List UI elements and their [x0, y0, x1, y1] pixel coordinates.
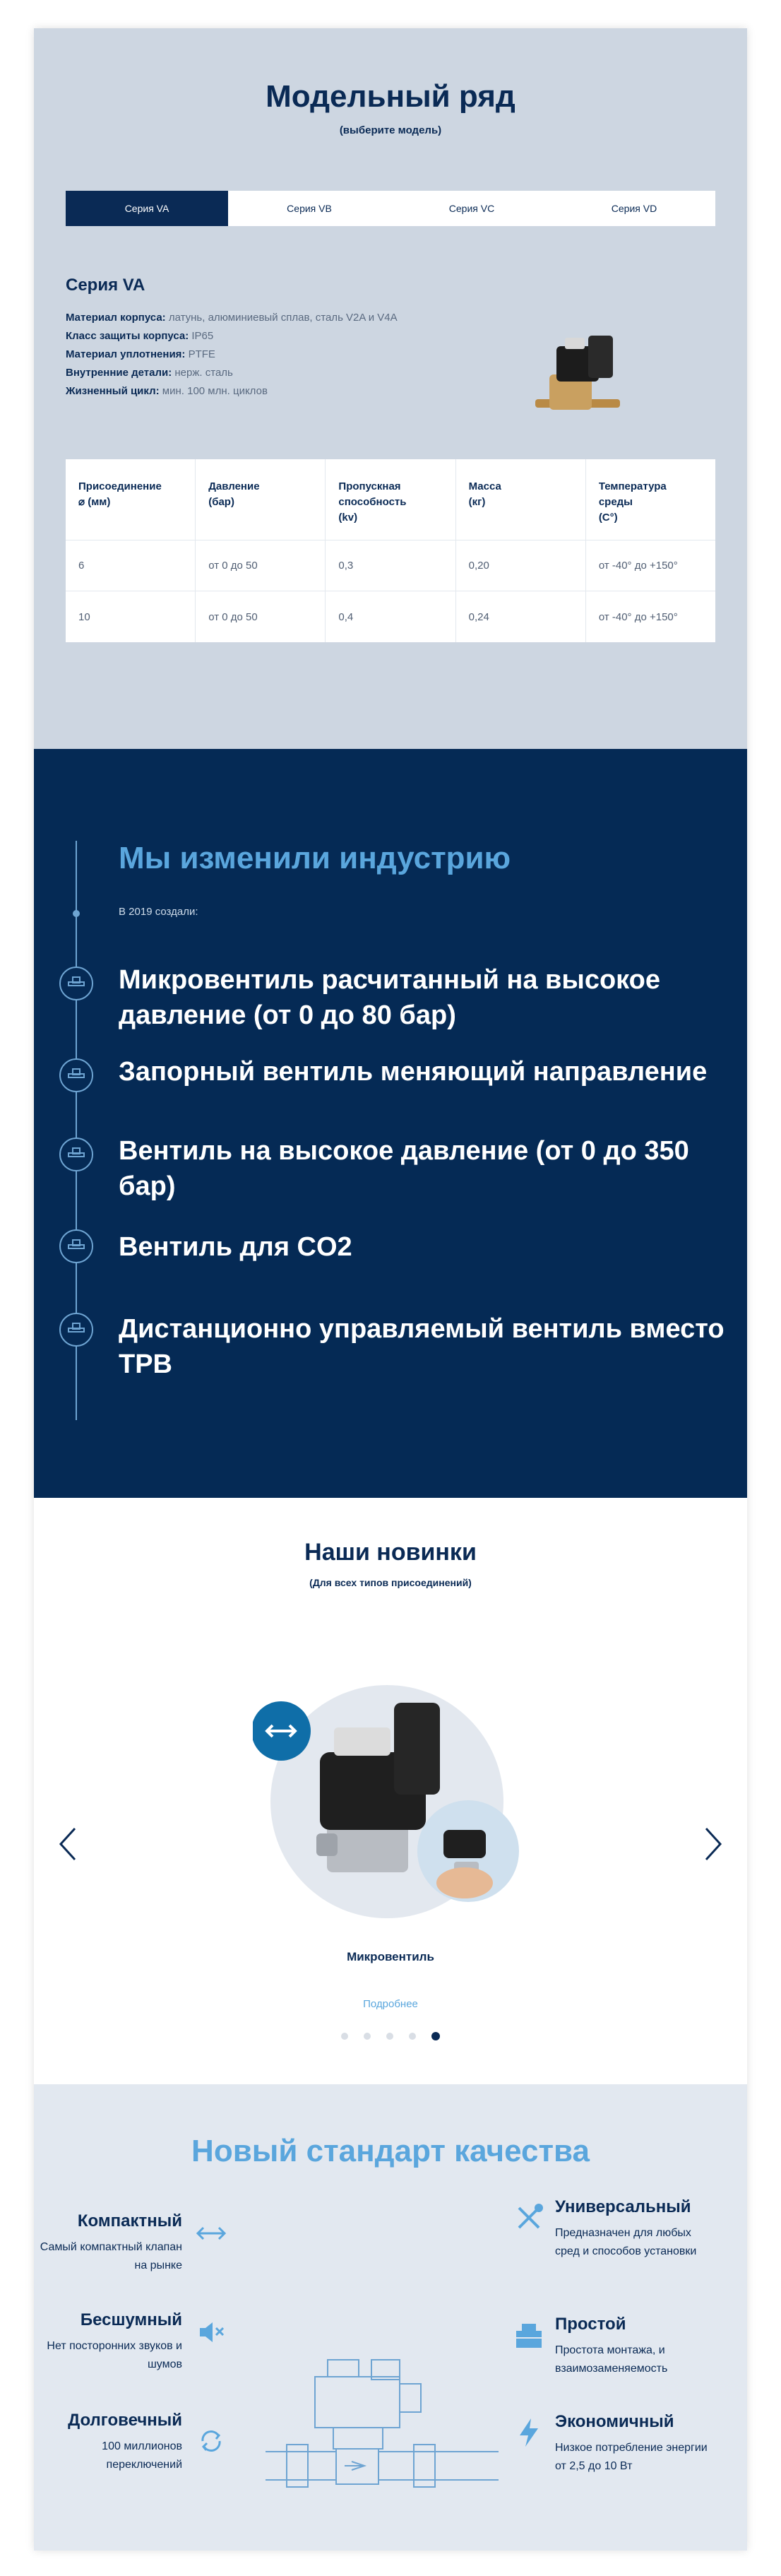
carousel-dot[interactable] — [386, 2033, 393, 2040]
feature-title: Компактный — [77, 2211, 182, 2231]
model-range-section — [34, 28, 747, 749]
table-row — [66, 540, 715, 591]
spec-value: нерж. сталь — [172, 367, 233, 379]
feature-title: Универсальный — [555, 2197, 691, 2216]
table-cell: 10 — [66, 591, 196, 642]
tab-series-vd[interactable]: Серия VD — [553, 191, 715, 226]
timeline-item: Вентиль для CO2 — [119, 1232, 352, 1262]
feature-durable — [34, 2411, 182, 2474]
table-header-cell: Присоединение ⌀ (мм) — [66, 459, 196, 540]
carousel-dots — [34, 2033, 747, 2040]
spec-row — [66, 345, 447, 364]
page-frame — [34, 28, 747, 2551]
timeline-item: Микровентиль расчитанный на высокое давление (от 0 до 80 бар) — [119, 965, 661, 1030]
spec-label: Материал уплотнения: — [66, 348, 186, 360]
valve-icon — [59, 1313, 93, 1347]
carousel-dot[interactable] — [341, 2033, 348, 2040]
industry-section — [34, 749, 747, 1498]
timeline-item: Дистанционно управляемый вентиль вместо TPB — [119, 1314, 725, 1379]
timeline-item: Вентиль на высокое давление (от 0 до 350 бар) — [119, 1136, 689, 1201]
spec-row — [66, 382, 447, 401]
industry-subtitle: В 2019 создали: — [119, 906, 198, 918]
table-cell: 0,3 — [326, 540, 455, 591]
industry-title: Мы изменили индустрию — [119, 841, 511, 875]
feature-title: Долговечный — [68, 2411, 182, 2430]
news-section — [34, 1498, 747, 2084]
table-header-cell: Температура среды (C°) — [598, 480, 667, 524]
mute-icon — [193, 2315, 229, 2350]
next-arrow-icon[interactable] — [699, 1823, 727, 1865]
table-cell: 0,4 — [326, 591, 455, 642]
prev-arrow-icon[interactable] — [54, 1823, 82, 1865]
microvalve-product-image — [253, 1660, 549, 1929]
feature-title: Экономичный — [555, 2412, 674, 2431]
feature-text: Предназначен для любых сред и способов установки — [555, 2227, 697, 2257]
quality-title: Новый стандарт качества — [191, 2134, 590, 2168]
table-cell: от 0 до 50 — [196, 591, 326, 642]
carousel-dot-active[interactable] — [431, 2032, 440, 2040]
spec-label: Жизненный цикл: — [66, 385, 160, 397]
slide-title: Микровентиль — [347, 1950, 434, 1963]
table-cell: 0,20 — [456, 540, 586, 591]
spec-value: IP65 — [189, 330, 214, 342]
table-cell: от -40° до +150° — [598, 560, 678, 572]
table-header-cell: Давление (бар) — [196, 459, 326, 540]
spec-value: PTFE — [185, 348, 215, 360]
spec-label: Внутренние детали: — [66, 367, 172, 379]
news-title: Наши новинки — [304, 1539, 477, 1566]
tab-series-va[interactable]: Серия VA — [66, 191, 228, 226]
carousel-dot[interactable] — [364, 2033, 371, 2040]
specs-table — [66, 459, 715, 642]
feature-title: Простой — [555, 2315, 626, 2334]
feature-text: Самый компактный клапан на рынке — [40, 2241, 182, 2271]
table-cell: 0,24 — [456, 591, 586, 642]
feature-text: 100 миллионов переключений — [102, 2440, 182, 2471]
valve-diagram — [266, 2353, 499, 2515]
model-range-subtitle: (выберите модель) — [339, 124, 442, 136]
cycle-icon — [193, 2423, 229, 2459]
feature-text: Нет посторонних звуков и шумов — [47, 2340, 182, 2370]
spec-value: мин. 100 млн. циклов — [159, 385, 268, 397]
tab-series-vb[interactable]: Серия VB — [228, 191, 391, 226]
lightning-icon — [511, 2415, 547, 2450]
feature-simple — [555, 2315, 710, 2378]
carousel-dot[interactable] — [409, 2033, 416, 2040]
timeline-dot — [73, 910, 80, 917]
valve-icon — [59, 967, 93, 1000]
valve-icon — [59, 1229, 93, 1263]
valve-product-image — [521, 325, 634, 431]
table-cell: от -40° до +150° — [598, 610, 678, 623]
spec-row — [66, 309, 447, 327]
feature-universal — [555, 2197, 710, 2261]
specs-list — [66, 309, 447, 401]
news-subtitle: (Для всех типов присоединений) — [309, 1577, 472, 1588]
table-cell: от 0 до 50 — [196, 540, 326, 591]
series-tabs — [66, 191, 715, 226]
arrows-horizontal-icon — [193, 2216, 229, 2251]
spec-label: Класс защиты корпуса: — [66, 330, 189, 342]
tools-icon — [511, 2200, 547, 2235]
table-cell: 6 — [66, 540, 196, 591]
tab-series-vc[interactable]: Серия VC — [391, 191, 553, 226]
series-name: Серия VA — [66, 276, 145, 295]
feature-economical — [555, 2412, 710, 2476]
table-header-cell: Пропускная способность (kv) — [326, 459, 455, 540]
feature-text: Низкое потребление энергии от 2,5 до 10 Вт — [555, 2442, 708, 2472]
timeline-item: Запорный вентиль меняющий направление — [119, 1057, 708, 1087]
quality-section — [34, 2084, 747, 2551]
valve-icon — [59, 1138, 93, 1171]
table-header-cell: Масса (кг) — [456, 459, 586, 540]
feature-silent — [34, 2310, 182, 2374]
feature-title: Бесшумный — [80, 2310, 182, 2329]
valve-icon — [59, 1058, 93, 1092]
more-link[interactable]: Подробнее — [363, 1998, 418, 2010]
spec-row — [66, 364, 447, 382]
spec-row — [66, 327, 447, 345]
table-row — [66, 591, 715, 642]
box-icon — [511, 2317, 547, 2353]
spec-label: Материал корпуса: — [66, 312, 166, 324]
feature-compact — [34, 2211, 182, 2275]
table-header-row — [66, 459, 715, 540]
model-range-title: Модельный ряд — [266, 79, 515, 114]
spec-value: латунь, алюминиевый сплав, сталь V2A и V4A — [165, 312, 398, 324]
feature-text: Простота монтажа, и взаимозаменяемость — [555, 2344, 668, 2375]
